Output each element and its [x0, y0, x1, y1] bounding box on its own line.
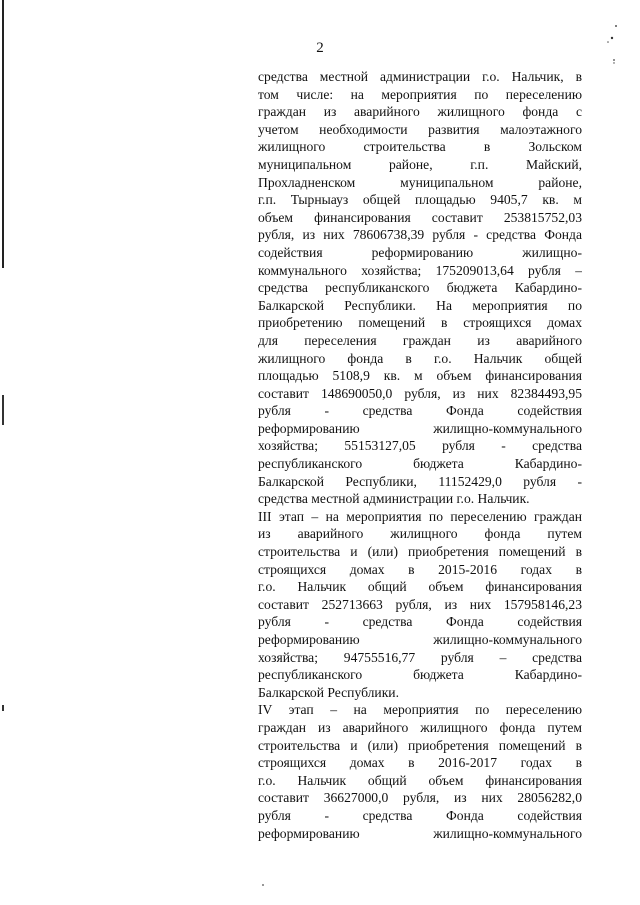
text-line: рубля, из них 78606738,39 рубля - средства Фонда	[258, 227, 582, 243]
text-line: средства республиканского бюджета Кабардино-	[258, 280, 582, 296]
text-line: республиканского бюджета Кабардино-	[258, 667, 582, 683]
text-line: Балкарской Республики. На мероприятия по	[258, 297, 582, 313]
text-line: для переселения граждан из аварийного	[258, 332, 582, 348]
text-line: реформированию жилищно-коммунального	[258, 420, 582, 436]
text-line: III этап – на мероприятия по переселению граждан	[258, 508, 582, 524]
text-line: жилищного строительства в Зольском	[258, 139, 582, 155]
text-line: средства местной администрации г.о. Нальчик, в	[258, 69, 582, 84]
text-line: строящихся домах в 2016-2017 годах в	[258, 755, 582, 771]
text-line: граждан из аварийного жилищного фонда путем	[258, 719, 582, 735]
scan-edge-tick	[2, 395, 4, 425]
text-line: средства местной администрации г.о. Нальчик.	[258, 491, 530, 507]
text-line: рубля - средства Фонда содействия	[258, 614, 582, 630]
text-line: г.о. Нальчик общий объем финансирования	[258, 579, 582, 595]
text-line: реформированию жилищно-коммунального	[258, 825, 582, 841]
text-line: коммунального хозяйства; 175209013,64 рубля –	[258, 262, 582, 278]
text-line: том числе: на мероприятия по переселению	[258, 86, 582, 102]
text-line: объем финансирования составит 253815752,03	[258, 209, 582, 225]
text-line: строительства и (или) приобретения помещений в	[258, 544, 582, 560]
text-line: Балкарской Республики, 11152429,0 рубля -	[258, 473, 582, 489]
text-line: республиканского бюджета Кабардино-	[258, 456, 582, 472]
text-line: приобретению помещений в строящихся домах	[258, 315, 582, 331]
page-number: 2	[316, 40, 324, 56]
text-line: составит 36627000,0 рубля, из них 28056282,0	[258, 790, 582, 806]
text-line: г.о. Нальчик общий объем финансирования	[258, 772, 582, 788]
text-line: хозяйства; 94755516,77 рубля – средства	[258, 649, 582, 665]
text-line: Балкарской Республики.	[258, 684, 399, 700]
text-line: площадью 5108,9 кв. м объем финансирования	[258, 368, 582, 384]
text-line: из аварийного жилищного фонда путем	[258, 526, 582, 542]
text-line: строящихся домах в 2015-2016 годах в	[258, 561, 582, 577]
scan-speck	[262, 884, 264, 886]
text-line: составит 148690050,0 рубля, из них 82384493,95	[258, 385, 582, 401]
text-line: рубля - средства Фонда содействия	[258, 807, 582, 823]
text-line: г.п. Тырныауз общей площадью 9405,7 кв. м	[258, 192, 582, 208]
text-line: составит 252713663 рубля, из них 157958146,23	[258, 596, 582, 612]
text-line: учетом необходимости развития малоэтажного	[258, 121, 582, 137]
text-line: Прохладненском муниципальном районе,	[258, 174, 582, 190]
text-line: муниципальном районе, г.п. Майский,	[258, 156, 582, 172]
scan-edge-tick	[2, 705, 4, 711]
body-text-column	[258, 68, 582, 842]
text-line: IV этап – на мероприятия по переселению	[258, 702, 582, 718]
text-line: реформированию жилищно-коммунального	[258, 632, 582, 647]
text-line: рубля - средства Фонда содействия	[258, 403, 582, 419]
text-line: хозяйства; 55153127,05 рубля - средства	[258, 438, 582, 454]
text-line: содействия реформированию жилищно-	[258, 244, 582, 260]
scan-speck-marks	[602, 22, 622, 72]
text-line: строительства и (или) приобретения помещений в	[258, 737, 582, 753]
text-line: жилищного фонда в г.о. Нальчик общей	[258, 350, 582, 366]
text-line: граждан из аварийного жилищного фонда с	[258, 104, 582, 120]
